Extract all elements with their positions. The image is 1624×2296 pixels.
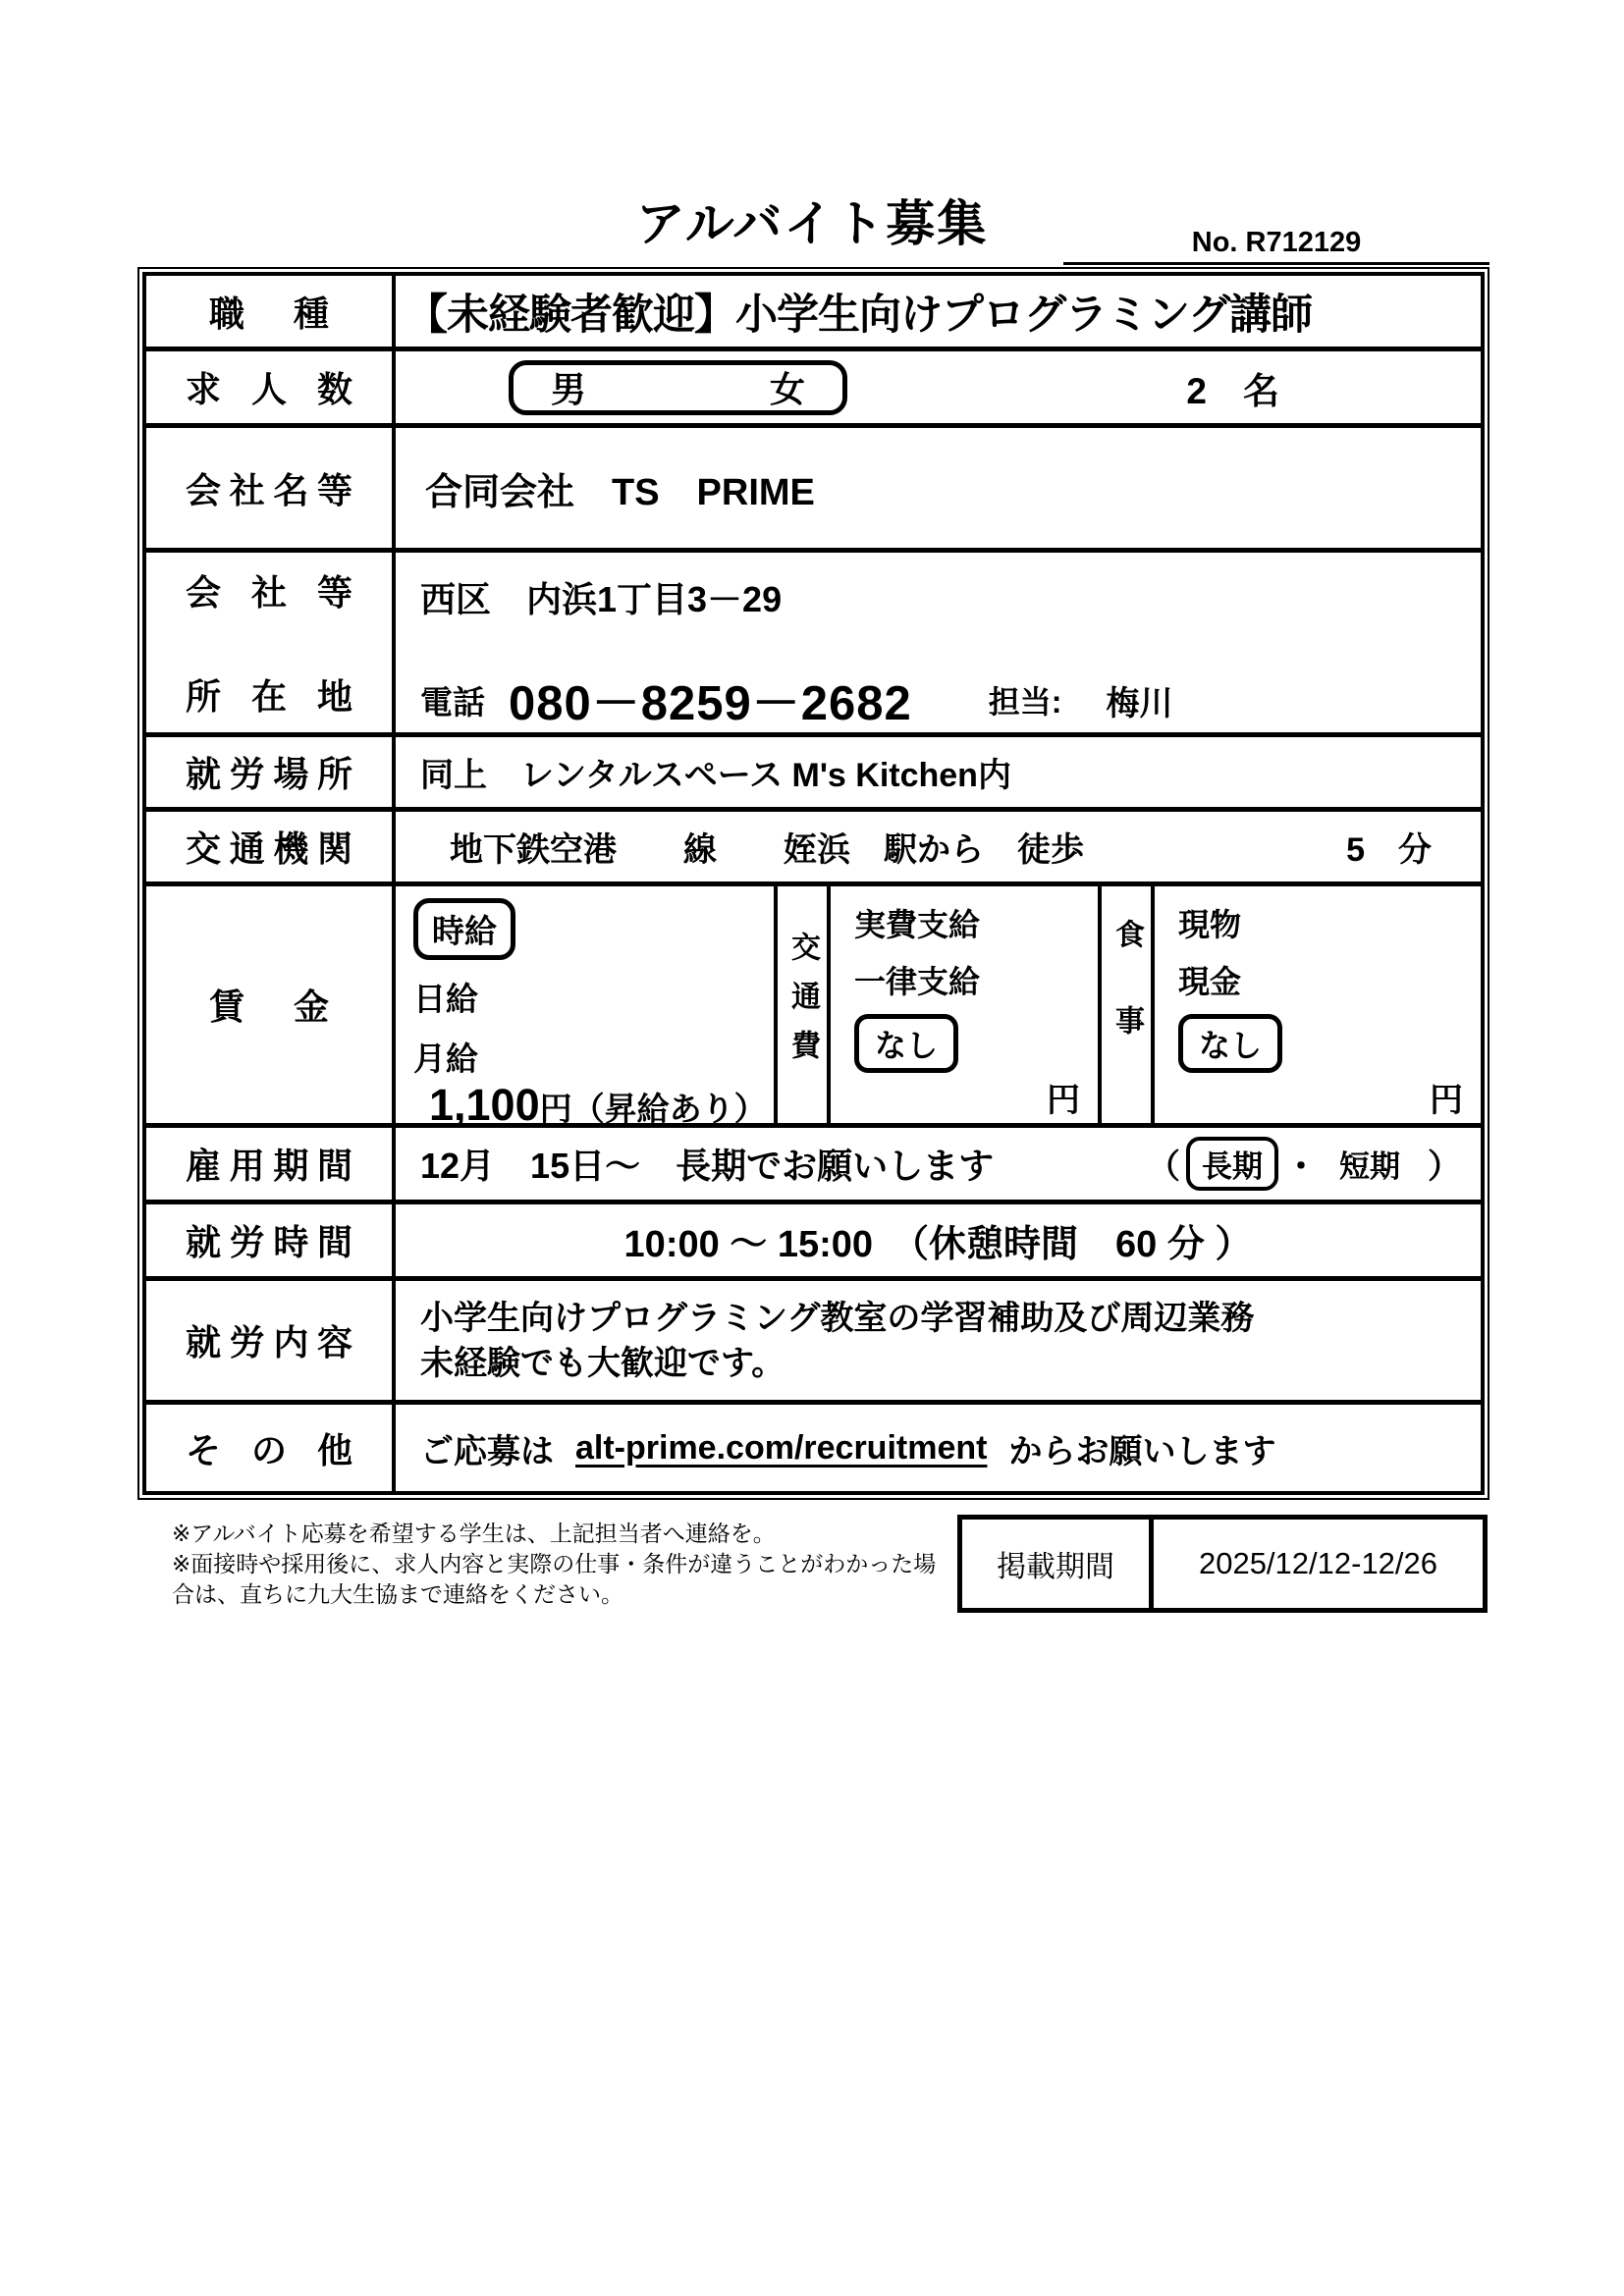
table-row-hours [146, 1204, 1481, 1281]
period-paren-close: ） [1428, 1148, 1461, 1186]
table-row-address [146, 553, 1481, 737]
footer-note-line1: ※アルバイト応募を希望する学生は、上記担当者へ連絡を。 [172, 1521, 776, 1546]
period-long-term-box: 長期 [1186, 1137, 1278, 1191]
table-row-transport [146, 812, 1481, 886]
wage-amount: 1,100 [429, 1080, 540, 1130]
openings-value-cell [396, 351, 1481, 423]
other-label-cell [146, 1405, 396, 1491]
table-row-company [146, 428, 1481, 553]
job-type-label: 職種 [209, 293, 329, 334]
transport-fee-none-box: なし [854, 1014, 958, 1073]
wage-daily: 日給 [413, 981, 478, 1017]
footer-note-line3: 合は、直ちに九大生協まで連絡をください。 [172, 1581, 623, 1607]
gender-box [509, 360, 847, 415]
meal-cell [1155, 886, 1481, 1123]
meal-vertical-label: 食事 [1102, 886, 1155, 1123]
period-short-term: 短期 [1339, 1149, 1400, 1184]
footer-notes [172, 1519, 977, 1610]
period-label: 雇用期間 [186, 1146, 352, 1186]
wage-amount-suffix: 円（昇給あり） [539, 1091, 767, 1127]
transport-label-cell [146, 812, 396, 881]
job-type-label-cell [146, 276, 396, 347]
description-value-cell [396, 1281, 1481, 1400]
job-type-value: 【未経験者歓迎】小学生向けプログラミング講師 [406, 291, 1313, 339]
openings-count: 2 名 [1186, 370, 1279, 411]
period-separator: ・ [1284, 1148, 1318, 1186]
description-line1: 小学生向けプログラミング教室の学習補助及び周辺業務 [420, 1299, 1255, 1337]
work-place-label-cell [146, 737, 396, 807]
table-row-job-type [146, 276, 1481, 351]
transport-value-cell [396, 812, 1481, 881]
openings-label: 求人数 [186, 369, 352, 409]
transport-minutes: 5 分 [1346, 831, 1432, 869]
other-prefix: ご応募は [420, 1432, 554, 1470]
gender-male: 男 [551, 369, 587, 409]
footer-note-line2: ※面接時や採用後に、求人内容と実際の仕事・条件が違うことがわかった場 [172, 1551, 937, 1576]
transport-fee-flat: 一律支給 [854, 964, 981, 999]
address-label-gap [146, 615, 392, 669]
hours-label: 就労時間 [186, 1222, 352, 1262]
phone-line [420, 666, 1172, 734]
contact-label: 担当: [988, 684, 1062, 720]
description-label: 就労内容 [186, 1322, 352, 1362]
table-row-description [146, 1281, 1481, 1405]
address-label-line1: 会社等 [186, 572, 352, 613]
application-url: alt-prime.com/recruitment [575, 1428, 988, 1467]
phone-number: 080－8259－2682 [509, 677, 912, 730]
job-posting-table-inner [142, 272, 1485, 1495]
wage-type-cell [396, 886, 778, 1130]
period-paren-open: （ [1147, 1148, 1180, 1186]
other-suffix: からお願いします [1008, 1432, 1276, 1470]
phone-label: 電話 [420, 683, 485, 721]
gender-female: 女 [769, 369, 805, 409]
transport-fee-actual: 実費支給 [854, 907, 981, 942]
wage-hourly-box: 時給 [413, 898, 515, 960]
posting-period-label: 掲載期間 [962, 1520, 1154, 1608]
other-value-cell [396, 1405, 1481, 1491]
wage-label: 賃金 [209, 987, 329, 1027]
table-row-other [146, 1405, 1481, 1491]
meal-in-kind: 現物 [1178, 907, 1242, 942]
page-title: アルバイト募集 [635, 196, 989, 251]
transport-fee-cell [831, 886, 1102, 1123]
openings-label-cell [146, 351, 396, 423]
address-street: 西区 内浜1丁目3－29 [420, 579, 783, 619]
description-label-cell [146, 1281, 396, 1400]
hours-value: 10:00 ～ 15:00 （休憩時間 60 分 ） [623, 1224, 1253, 1265]
table-row-openings [146, 351, 1481, 428]
posting-period-value: 2025/12/12-12/26 [1198, 1546, 1438, 1580]
table-row-wage [146, 886, 1481, 1128]
company-name: 合同会社 TS PRIME [425, 471, 815, 513]
table-row-period [146, 1128, 1481, 1204]
period-term-options [1147, 1137, 1461, 1191]
other-label: その他 [186, 1429, 352, 1470]
meal-yen: 円 [1430, 1082, 1463, 1119]
company-label-cell [146, 428, 396, 548]
address-label-cell [146, 553, 396, 732]
address-value-cell [396, 553, 1481, 732]
period-value-cell [396, 1128, 1481, 1200]
transport-route: 地下鉄空港 線 姪浜 駅から 徒歩 [450, 831, 1084, 869]
transport-fee-yen: 円 [1047, 1082, 1080, 1119]
contact-name: 梅川 [1106, 684, 1173, 722]
description-line2: 未経験でも大歓迎です。 [420, 1344, 785, 1382]
transport-label: 交通機関 [186, 828, 352, 869]
hours-label-cell [146, 1204, 396, 1276]
table-row-work-place [146, 737, 1481, 812]
work-place-label: 就労場所 [186, 754, 352, 794]
job-posting-table [137, 267, 1489, 1500]
wage-monthly: 月給 [413, 1041, 478, 1077]
meal-cash: 現金 [1178, 964, 1242, 999]
company-label: 会社名等 [186, 469, 352, 510]
period-label-cell [146, 1128, 396, 1200]
wage-amount-line [429, 1080, 767, 1131]
document-number: No. R712129 [1063, 227, 1489, 265]
address-label-line2: 所在地 [186, 676, 352, 717]
posting-period-box [957, 1515, 1488, 1613]
work-place-value: 同上 レンタルスペース M's Kitchen内 [420, 757, 1011, 794]
meal-none-box: なし [1178, 1014, 1282, 1073]
transport-fee-vertical-label: 交通費 [778, 886, 831, 1123]
wage-label-cell [146, 886, 396, 1123]
period-value: 12月 15日～ 長期でお願いします [420, 1146, 995, 1186]
